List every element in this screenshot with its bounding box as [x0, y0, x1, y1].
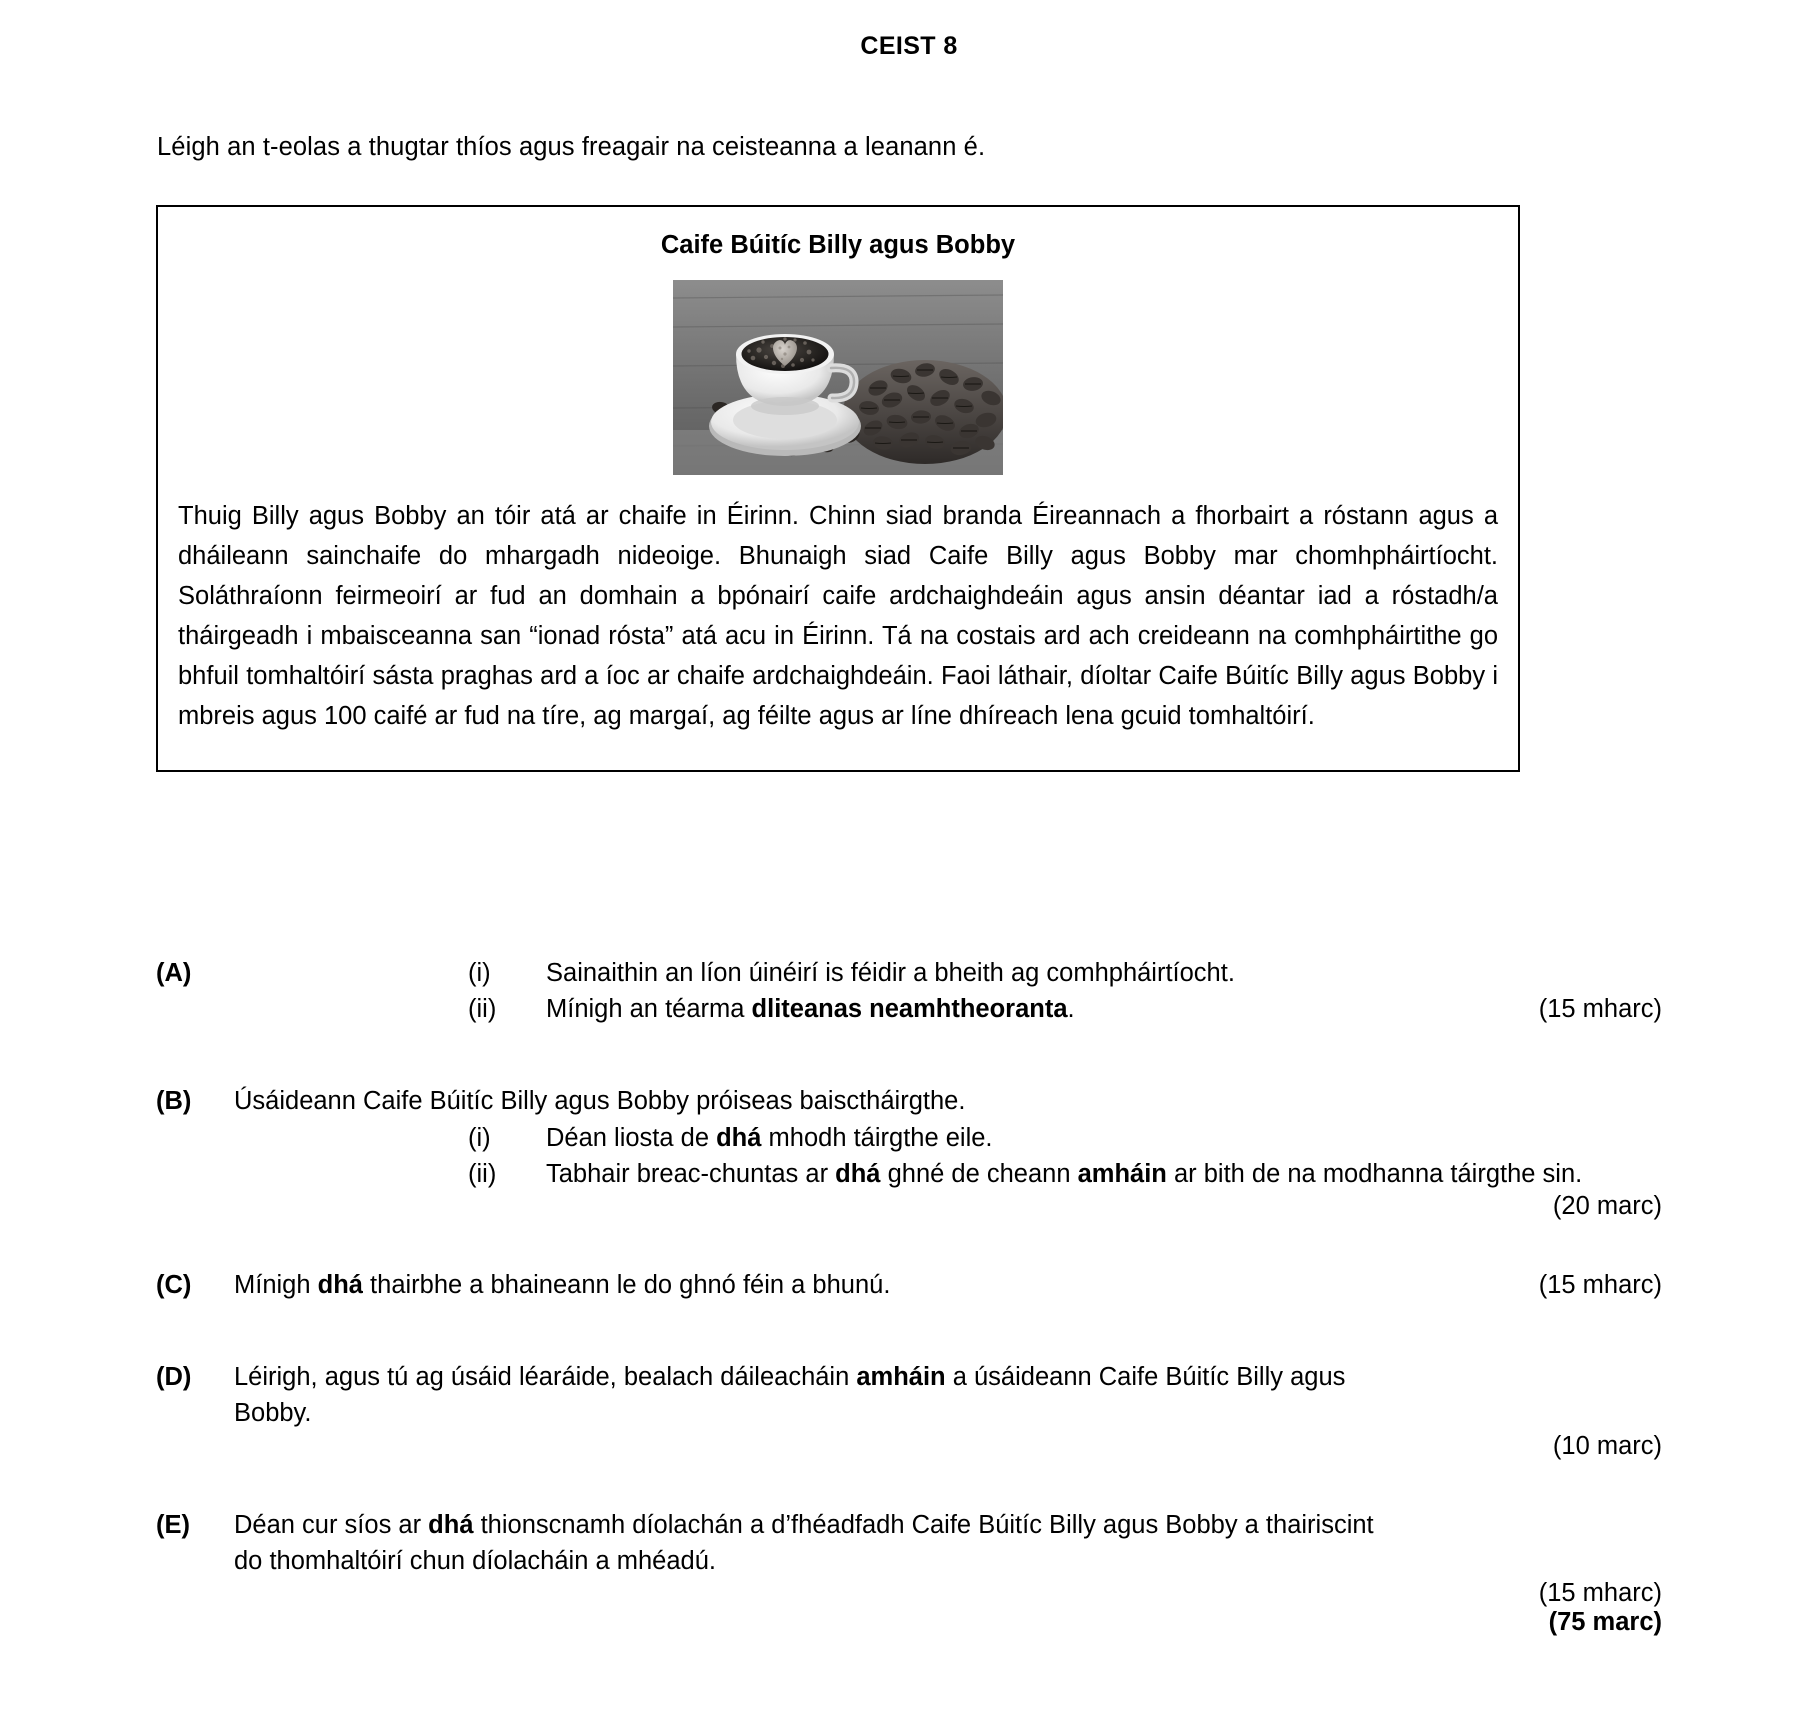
question-e-text-after: thionscnamh díolachán a d’fhéadfadh Caife Búitíc Billy agus Bobby a thairiscint do thomhaltóirí chun díolacháin a mhéadú. [234, 1510, 1374, 1575]
question-e-text-before: Déan cur síos ar [234, 1510, 429, 1539]
question-a-ii-text-before: Mínigh an téarma [546, 995, 752, 1024]
total-marks: (75 marc) [1548, 1608, 1662, 1637]
question-c-row [0, 1267, 1818, 1303]
question-a-item-ii [0, 991, 1818, 1027]
questions-section [0, 955, 1818, 1637]
question-a-i-text: Sainaithin an líon úinéirí is féidir a bheith ag comhpháirtíocht. [546, 959, 1235, 987]
question-a-item-i [0, 955, 1818, 991]
question-e [0, 1507, 1818, 1637]
question-e-text [234, 1507, 1414, 1579]
question-c-text [234, 1267, 1414, 1303]
question-a-marks: (15 mharc) [1538, 995, 1662, 1024]
question-c-keyword: dhá [317, 1271, 363, 1300]
question-d-text-before: Léirigh, agus tú ag úsáid léaráide, bealach dáileacháin [234, 1363, 857, 1392]
question-a-ii-keyword: dliteanas neamhtheoranta [751, 995, 1068, 1024]
stimulus-title: Caife Búitíc Billy agus Bobby [660, 231, 1016, 259]
question-c-marks: (15 mharc) [1538, 1271, 1662, 1300]
question-d-keyword: amháin [856, 1363, 946, 1392]
question-d-letter: (D) [156, 1363, 192, 1392]
question-b-lead-row [0, 1083, 1818, 1119]
question-b-ii-text-mid: ghné de cheann [880, 1159, 1078, 1188]
page-title: CEIST 8 [860, 32, 958, 60]
stimulus-body-text: Thuig Billy agus Bobby an tóir atá ar chaife in Éirinn. Chinn siad branda Éireannach a fhorbairt a róstann agus a dháileann sainchaife do mhargadh nideoige. Bhunaigh siad Caife Billy agus Bobby mar chomhpháirtíocht. Soláthraíonn feirmeoirí ar fud an domhain a bpónairí caife ardchaighdeáin agus ansin déantar iad a róstadh/a tháirgeadh i mbaisceanna san “ionad rósta” atá acu in Éirinn. Tá na costais ard ach creideann na comhpháirtithe go bhfuil tomhaltóirí sásta praghas ard a íoc ar chaife ardchaighdeáin. Faoi láthair, díoltar Caife Búitíc Billy agus Bobby i mbreis agus 100 caifé ar fud na tíre, ag margaí, ag féilte agus ar líne dhíreach lena gcuid tomhaltóirí. [178, 502, 1498, 730]
question-b-i-roman: (i) [468, 1123, 491, 1152]
question-b-ii-text [546, 1156, 1796, 1192]
spacer-a-b [0, 1027, 1818, 1083]
question-c-text-after: thairbhe a bhaineann le do ghnó féin a bhunú. [362, 1271, 891, 1300]
question-e-row [0, 1507, 1818, 1579]
question-b-item-i [0, 1120, 1818, 1156]
question-e-marks: (15 mharc) [1538, 1579, 1662, 1608]
question-d-text [234, 1359, 1414, 1431]
question-a-i-roman: (i) [468, 959, 491, 987]
question-d-marks: (10 marc) [1552, 1431, 1662, 1460]
question-d [0, 1359, 1818, 1460]
spacer-d-e [0, 1461, 1818, 1507]
instruction-text: Léigh an t-eolas a thugtar thíos agus freagair na ceisteanna a leanann é. [157, 133, 986, 161]
question-b-i-text [546, 1120, 1796, 1156]
question-d-text-after: a úsáideann Caife Búitíc Billy agus Bobby. [234, 1363, 1346, 1428]
question-a [0, 955, 1818, 1027]
question-e-letter: (E) [156, 1510, 190, 1539]
question-a-ii-roman: (ii) [468, 995, 497, 1024]
question-b-i-text-after: mhodh táirgthe eile. [761, 1123, 993, 1152]
question-c-letter: (C) [156, 1271, 192, 1300]
question-e-keyword: dhá [428, 1510, 474, 1539]
question-a-letter: (A) [156, 959, 192, 987]
spacer-b-c [0, 1221, 1818, 1267]
stimulus-box [156, 205, 1520, 772]
coffee-cup-with-beans-photo [673, 280, 1003, 475]
question-b-ii-keyword-1: dhá [835, 1159, 881, 1188]
question-b-lead-text: Úsáideann Caife Búitíc Billy agus Bobby próiseas baisctháirgthe. [234, 1087, 966, 1116]
stimulus-image-container [176, 280, 1500, 475]
question-b-ii-roman: (ii) [468, 1159, 497, 1188]
question-b-item-ii [0, 1156, 1818, 1192]
question-b-ii-keyword-2: amháin [1077, 1159, 1167, 1188]
question-c-text-before: Mínigh [234, 1271, 318, 1300]
question-b-ii-text-before: Tabhair breac-chuntas ar [546, 1159, 836, 1188]
question-b-i-keyword: dhá [716, 1123, 762, 1152]
question-b [0, 1083, 1818, 1221]
question-b-marks: (20 marc) [1552, 1192, 1662, 1221]
spacer-c-d [0, 1303, 1818, 1359]
question-b-letter: (B) [156, 1087, 192, 1116]
question-b-i-text-before: Déan liosta de [546, 1123, 717, 1152]
question-a-ii-text-after: . [1067, 995, 1075, 1024]
question-b-ii-text-after: ar bith de na modhanna táirgthe sin. [1166, 1159, 1583, 1188]
question-d-row [0, 1359, 1818, 1431]
question-c [0, 1267, 1818, 1303]
